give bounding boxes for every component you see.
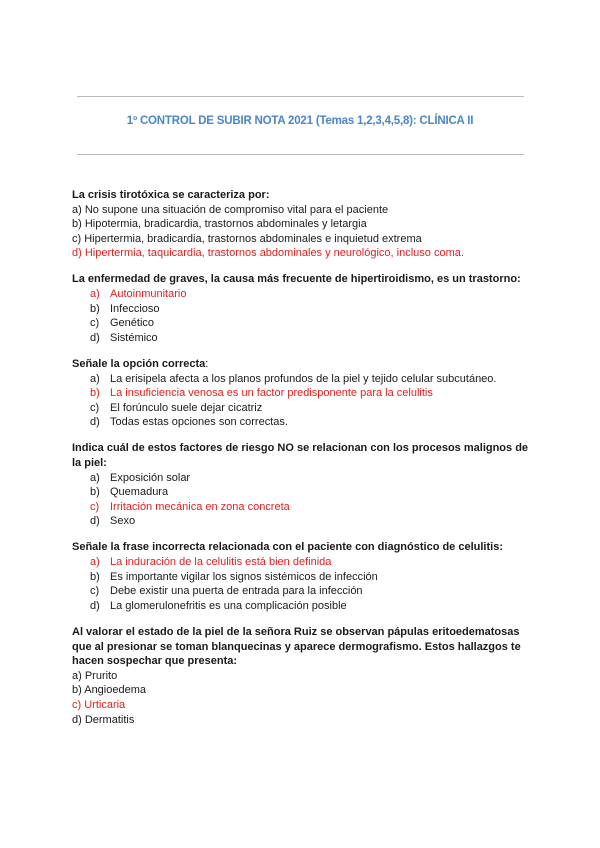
question-1-text: La crisis tirotóxica se caracteriza por: (72, 189, 270, 201)
question-6-options (72, 669, 534, 727)
option-text: Es importante vigilar los signos sistémicos de infección (110, 570, 378, 583)
option-label: b) (90, 302, 100, 315)
option-text: La erisipela afecta a los planos profundos de la piel y tejido celular subcutáneo. (110, 372, 497, 385)
document-title: 1º CONTROL DE SUBIR NOTA 2021 (Temas 1,2,3,4,5,8): CLÍNICA II (126, 115, 474, 127)
option-label: c) (90, 401, 100, 414)
option-text: Irritación mecánica en zona concreta (110, 500, 290, 513)
option-label: d) (90, 515, 100, 528)
option-text: Sexo (110, 515, 136, 528)
option-text: Genético (110, 317, 155, 330)
option-4b (72, 485, 534, 500)
option-6b: b) Angioedema (72, 684, 146, 697)
option-text: Quemadura (110, 486, 169, 499)
option-label: a) (90, 288, 100, 301)
option-text: Infeccioso (110, 302, 160, 315)
option-text: Exposición solar (110, 471, 191, 484)
option-1b: b) Hipotermia, bradicardia, trastornos abdominales y letargia (72, 218, 367, 231)
option-2b (72, 302, 534, 317)
question-1 (72, 188, 534, 261)
option-5b (72, 570, 534, 585)
question-5-options (72, 555, 534, 613)
option-5d (72, 599, 534, 614)
question-3-text-colon: : (205, 357, 209, 370)
option-2a-correct (72, 287, 534, 302)
option-text: Autoinmunitario (110, 288, 187, 301)
option-1c: c) Hipertermia, bradicardia, trastornos abdominales e inquietud extrema (72, 232, 422, 245)
question-3 (72, 357, 534, 430)
header-bottom-rule (77, 154, 524, 155)
option-text: La insuficiencia venosa es un factor predisponente para la celulitis (110, 387, 433, 400)
option-label: d) (90, 416, 100, 429)
question-4-options (72, 471, 534, 529)
question-3-options (72, 372, 534, 430)
option-label: c) (90, 585, 100, 598)
question-list (72, 188, 534, 739)
option-3d (72, 415, 534, 430)
option-text: La induración de la celulitis está bien definida (110, 556, 332, 569)
option-label: b) (90, 387, 100, 400)
option-label: c) (90, 317, 100, 330)
option-2c (72, 316, 534, 331)
option-4d (72, 514, 534, 529)
option-text: Todas estas opciones son correctas. (110, 416, 288, 429)
question-6 (72, 625, 534, 727)
option-6c-correct: c) Urticaria (72, 698, 126, 711)
option-label: b) (90, 570, 100, 583)
question-3-text (72, 357, 534, 372)
option-text: Debe existir una puerta de entrada para la infección (110, 585, 363, 598)
option-text: Sistémico (110, 331, 158, 344)
option-3a (72, 372, 534, 387)
option-label: d) (90, 331, 100, 344)
option-5a-correct (72, 555, 534, 570)
header-top-rule (77, 96, 524, 97)
option-1a: a) No supone una situación de compromiso vital para el paciente (72, 203, 389, 216)
question-4-text: Indica cuál de estos factores de riesgo NO se relacionan con los procesos malignos de la piel: (72, 442, 529, 469)
option-6d: d) Dermatitis (72, 713, 135, 726)
option-label: a) (90, 372, 100, 385)
option-label: c) (90, 500, 100, 513)
question-3-text-bold: Señale la opción correcta (72, 357, 206, 370)
option-2d (72, 331, 534, 346)
option-text: El forúnculo suele dejar cicatriz (110, 401, 263, 414)
question-2-text: La enfermedad de graves, la causa más frecuente de hipertiroidismo, es un trastorno: (72, 273, 521, 286)
option-3c (72, 401, 534, 416)
option-5c (72, 584, 534, 599)
question-1-options (72, 203, 534, 261)
option-label: a) (90, 556, 100, 569)
option-label: d) (90, 599, 100, 612)
option-6a: a) Prurito (72, 669, 118, 682)
option-3b-correct (72, 386, 534, 401)
option-label: b) (90, 486, 100, 499)
option-text: La glomerulonefritis es una complicación posible (110, 599, 347, 612)
question-2 (72, 272, 534, 345)
question-5 (72, 540, 534, 613)
option-4c-correct (72, 500, 534, 515)
option-4a (72, 471, 534, 486)
option-label: a) (90, 471, 100, 484)
question-6-text: Al valorar el estado de la piel de la señora Ruiz se observan pápulas eritoedematosas que al presionar se toman blanquecinas y aparece dermografismo. Estos hallazgos te hacen sospechar que presenta: (72, 625, 521, 668)
option-1d-correct: d) Hipertermia, taquicardia, trastornos abdominales y neurológico, incluso coma. (72, 247, 464, 260)
question-2-options (72, 287, 534, 345)
question-4 (72, 441, 534, 529)
question-5-text: Señale la frase incorrecta relacionada con el paciente con diagnóstico de celulitis: (72, 541, 503, 554)
